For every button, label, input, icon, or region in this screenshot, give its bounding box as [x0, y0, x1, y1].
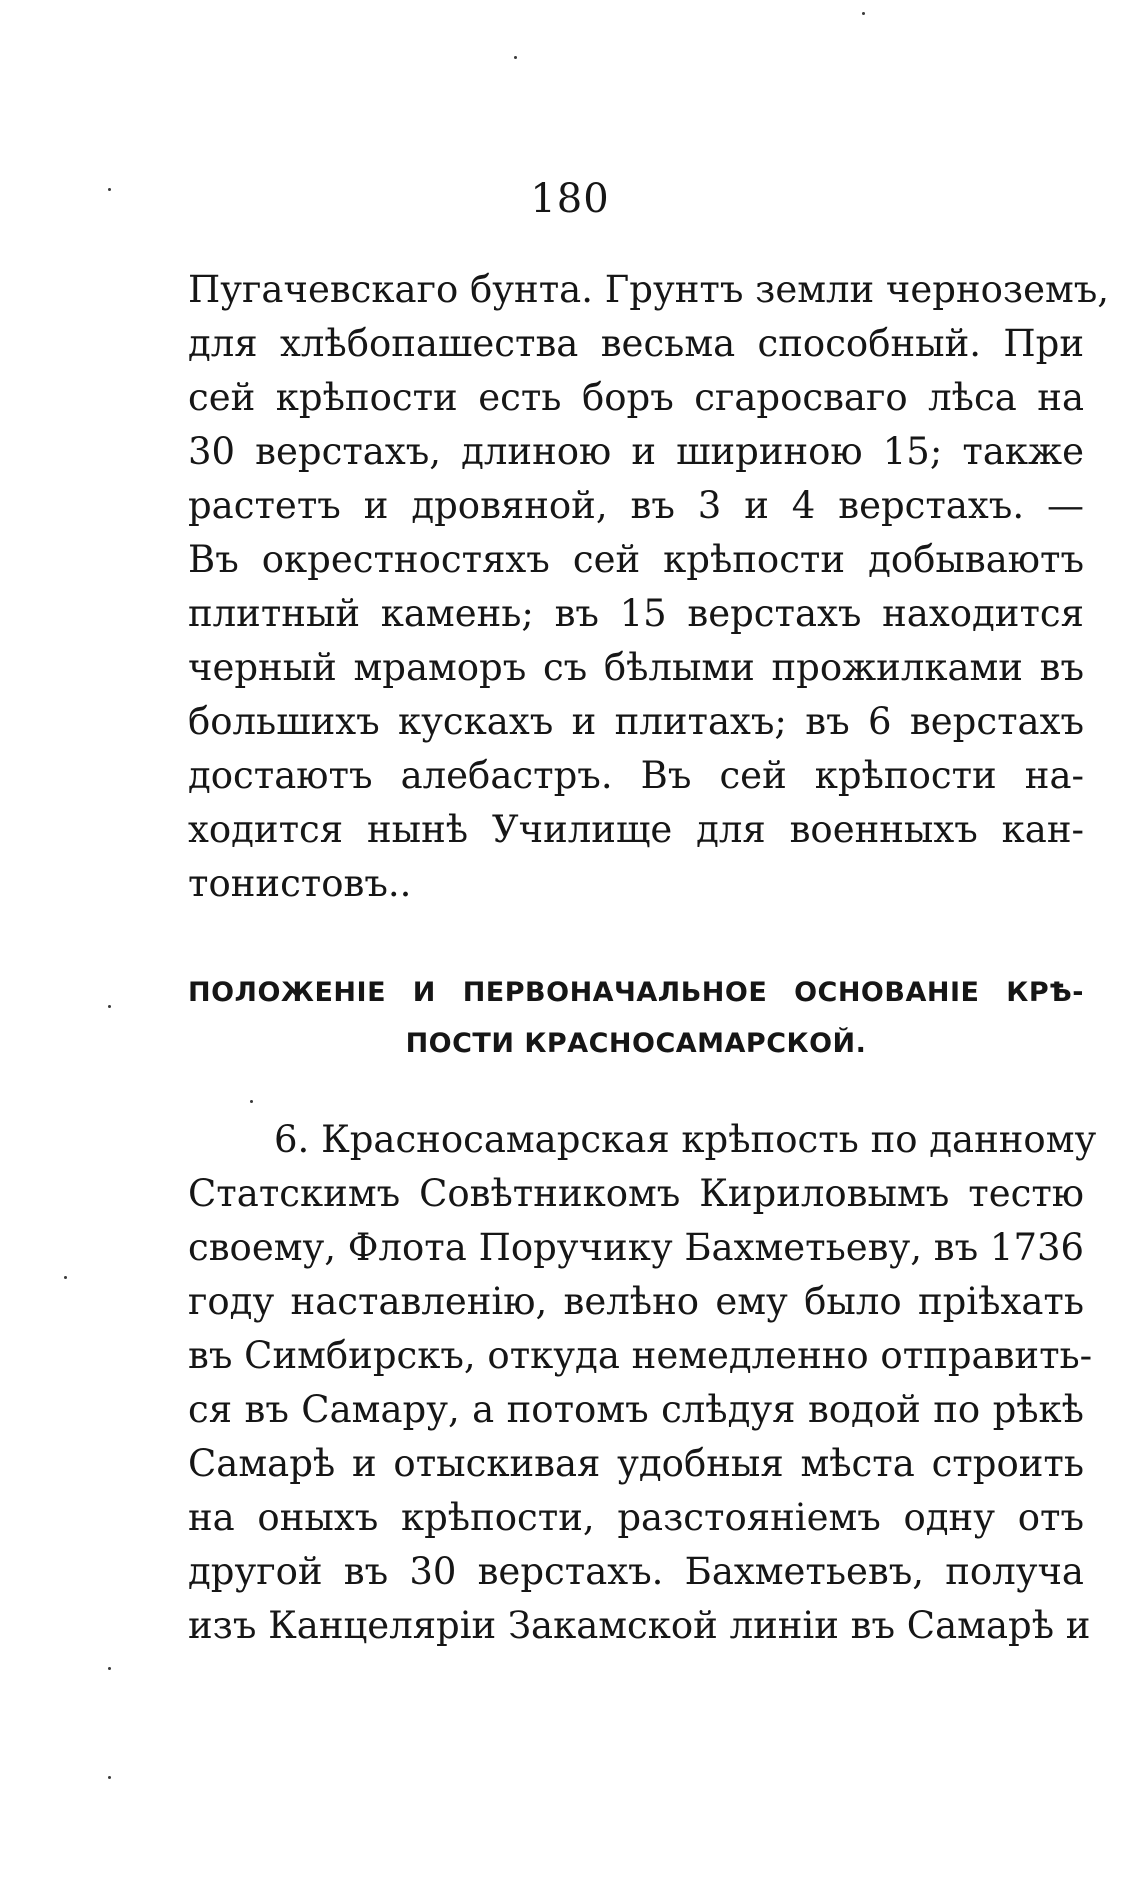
- text-line: плитный камень; въ 15 верстахъ находится: [188, 592, 1084, 635]
- text-line: растетъ и дровяной, въ 3 и 4 верстахъ. —: [188, 484, 1084, 527]
- text-line: ся въ Самару, а потомъ слѣдуя водой по рѣкѣ: [188, 1388, 1084, 1431]
- text-line: ходится нынѣ Училище для военныхъ кан-: [188, 808, 1084, 851]
- scan-speck: [108, 1776, 111, 1779]
- text-line: другой въ 30 верстахъ. Бахметьевъ, получа: [188, 1550, 1084, 1593]
- scan-speck: [108, 1005, 111, 1008]
- text-line: Самарѣ и отыскивая удобныя мѣста строить: [188, 1442, 1084, 1485]
- text-line: въ Симбирскъ, откуда немедленно отправить-: [188, 1334, 1093, 1377]
- text-line: 30 верстахъ, длиною и шириною 15; также: [188, 430, 1084, 473]
- section-heading: [188, 967, 1084, 1069]
- heading-line: ПОСТИ КРАСНОСАМАРСКОЙ.: [405, 1028, 867, 1059]
- text-line: сей крѣпости есть боръ сгаросваго лѣса на: [188, 376, 1084, 419]
- paragraph-1: [188, 263, 1110, 911]
- text-line: для хлѣбопашества весьма способный. При: [188, 322, 1084, 365]
- text-line: тонистовъ..: [188, 862, 412, 905]
- scan-speck: [64, 1276, 67, 1279]
- text-line: своему, Флота Поручику Бахметьеву, въ 1736: [188, 1226, 1085, 1269]
- page-number: 180: [530, 176, 610, 222]
- text-line: достаютъ алебастръ. Въ сей крѣпости на-: [188, 754, 1084, 797]
- text-line: изъ Канцеляріи Закамской линіи въ Самарѣ и: [188, 1604, 1091, 1647]
- text-line: черный мраморъ съ бѣлыми прожилками въ: [188, 646, 1084, 689]
- scan-speck: [862, 12, 865, 15]
- scan-speck: [108, 188, 111, 191]
- text-line: году наставленію, велѣно ему было пріѣхать: [188, 1280, 1084, 1323]
- text-line: Въ окрестностяхъ сей крѣпости добываютъ: [188, 538, 1084, 581]
- text-line: на оныхъ крѣпости, разстояніемъ одну отъ: [188, 1496, 1084, 1539]
- scan-speck: [250, 1100, 253, 1103]
- text-line: большихъ кускахъ и плитахъ; въ 6 верстахъ: [188, 700, 1084, 743]
- text-line: Статскимъ Совѣтникомъ Кириловымъ тестю: [188, 1172, 1084, 1215]
- heading-line: ПОЛОЖЕНІЕ И ПЕРВОНАЧАЛЬНОЕ ОСНОВАНІЕ КРѢ-: [188, 977, 1084, 1008]
- paragraph-2: [188, 1113, 1097, 1653]
- scan-speck: [514, 56, 517, 59]
- text-line: 6. Красносамарская крѣпость по данному: [274, 1118, 1097, 1161]
- text-line: Пугачевскаго бунта. Грунтъ земли черноземъ,: [188, 268, 1110, 311]
- scan-speck: [108, 1667, 111, 1670]
